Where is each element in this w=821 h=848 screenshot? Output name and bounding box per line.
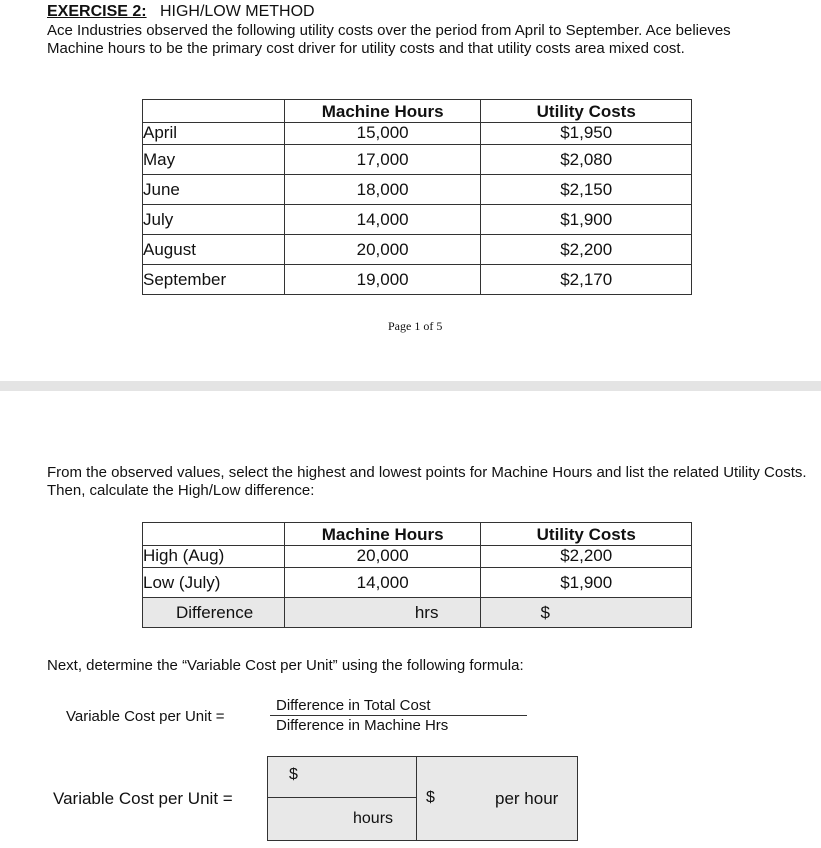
hours-cell: 14,000 — [284, 205, 481, 235]
low-label: Low (July) — [143, 568, 285, 598]
table-row — [143, 123, 692, 145]
month-cell: April — [143, 123, 285, 145]
low-hours: 14,000 — [284, 568, 481, 598]
formula-numerator: Difference in Total Cost — [276, 697, 431, 714]
calc-numerator-input[interactable]: $ — [289, 766, 298, 783]
hours-cell: 15,000 — [284, 123, 481, 145]
table-row — [143, 265, 692, 295]
exercise-title: HIGH/LOW METHOD — [159, 3, 315, 20]
variable-cost-instructions: Next, determine the “Variable Cost per Unit” using the following formula: — [47, 657, 524, 674]
difference-row — [143, 598, 692, 628]
cost-cell: $2,080 — [481, 145, 692, 175]
calc-fraction-bar — [267, 797, 417, 798]
cost-unit: $ — [540, 602, 550, 622]
high-low-table — [142, 522, 692, 628]
difference-label: Difference — [143, 598, 285, 628]
difference-cost-input[interactable] — [481, 598, 692, 628]
table-corner — [143, 100, 285, 123]
cost-cell: $2,150 — [481, 175, 692, 205]
month-cell: June — [143, 175, 285, 205]
formula-denominator: Difference in Machine Hrs — [276, 717, 449, 734]
low-cost: $1,900 — [481, 568, 692, 598]
observed-costs-table — [142, 99, 692, 295]
page-divider — [0, 381, 821, 391]
month-cell: August — [143, 235, 285, 265]
calc-result-input[interactable]: $ — [426, 789, 435, 806]
calc-denominator-input[interactable]: hours — [353, 810, 394, 827]
cost-cell: $2,200 — [481, 235, 692, 265]
page-footer: Page 1 of 5 — [388, 319, 443, 333]
month-cell: May — [143, 145, 285, 175]
calc-divider-vertical — [416, 756, 417, 840]
exercise-heading — [47, 3, 315, 21]
formula-label: Variable Cost per Unit = — [66, 708, 225, 725]
month-cell: September — [143, 265, 285, 295]
high-label: High (Aug) — [143, 546, 285, 568]
table-row — [143, 175, 692, 205]
cost-cell: $2,170 — [481, 265, 692, 295]
cost-cell: $1,900 — [481, 205, 692, 235]
table-row — [143, 235, 692, 265]
hours-cell: 20,000 — [284, 235, 481, 265]
col-header-utility-costs: Utility Costs — [481, 100, 692, 123]
difference-hours-input[interactable] — [284, 598, 481, 628]
high-cost: $2,200 — [481, 546, 692, 568]
fraction-bar — [270, 715, 527, 716]
col-header-utility-costs: Utility Costs — [481, 523, 692, 546]
hours-cell: 19,000 — [284, 265, 481, 295]
col-header-machine-hours: Machine Hours — [284, 523, 481, 546]
high-low-instructions: From the observed values, select the highest and lowest points for Machine Hours and list the related Utility Costs. Then, calculate the High/Low difference: — [47, 464, 807, 499]
exercise-intro: Ace Industries observed the following utility costs over the period from April to September. Ace believes Machine hours to be the primary cost driver for utility costs and that utility costs area mixed cost. — [47, 22, 731, 57]
exercise-label: EXERCISE 2: — [47, 3, 147, 20]
table-row — [143, 145, 692, 175]
high-row — [143, 546, 692, 568]
calc-per-hour-label: per hour — [495, 789, 559, 808]
hours-unit: hrs — [414, 602, 439, 622]
cost-cell: $1,950 — [481, 123, 692, 145]
hours-cell: 17,000 — [284, 145, 481, 175]
calc-label: Variable Cost per Unit = — [53, 789, 233, 808]
month-cell: July — [143, 205, 285, 235]
hours-cell: 18,000 — [284, 175, 481, 205]
table-row — [143, 205, 692, 235]
low-row — [143, 568, 692, 598]
table-corner — [143, 523, 285, 546]
col-header-machine-hours: Machine Hours — [284, 100, 481, 123]
high-hours: 20,000 — [284, 546, 481, 568]
